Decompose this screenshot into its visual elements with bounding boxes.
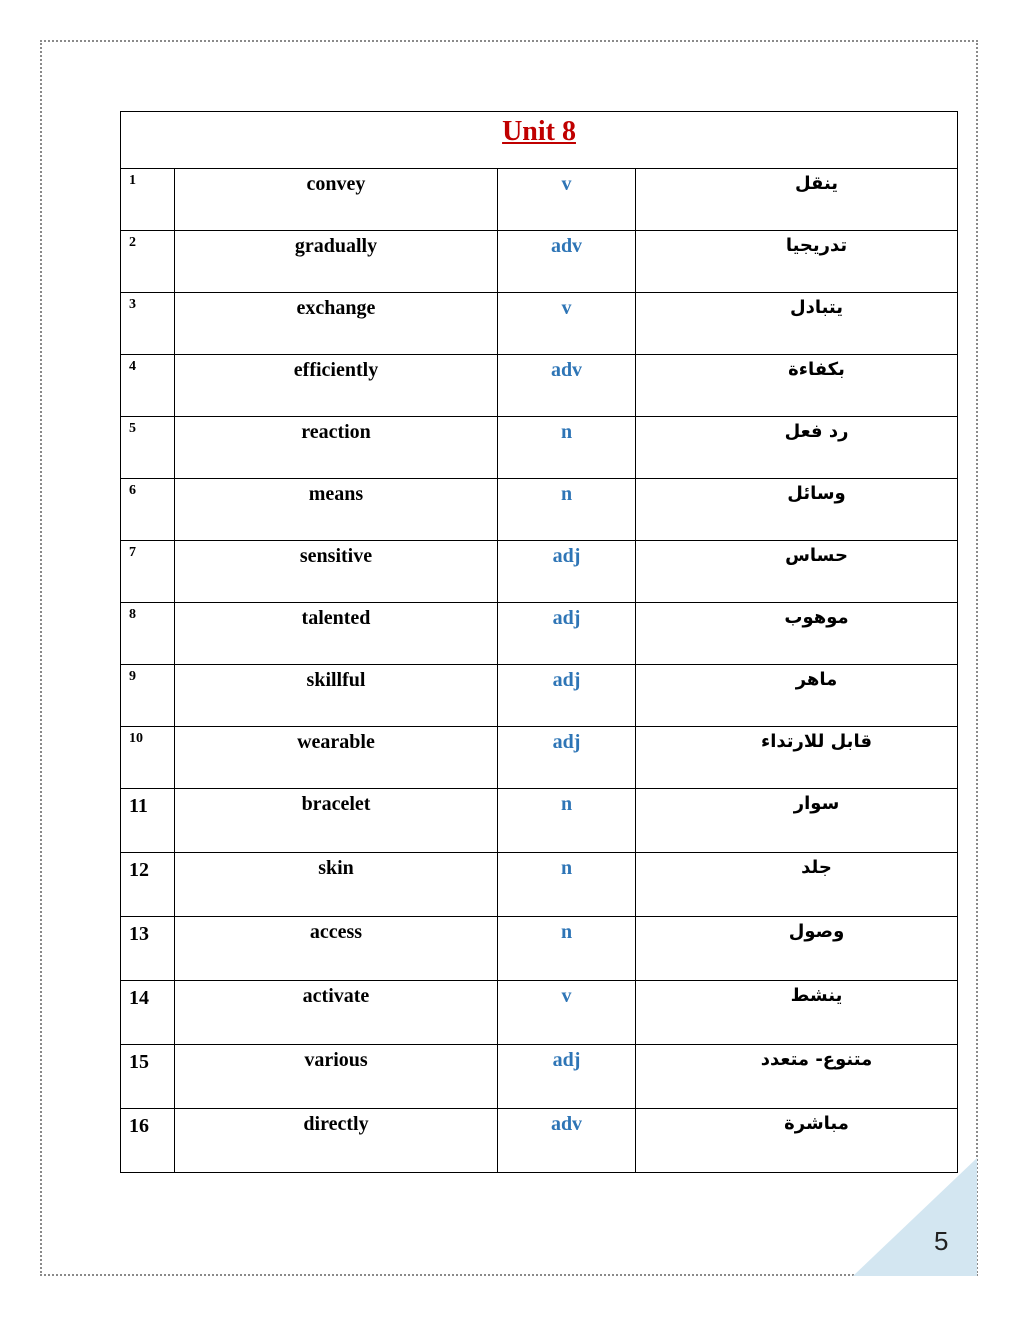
table-row [121,293,958,355]
part-of-speech: adj [552,731,581,753]
arabic-translation: جلد [801,857,832,878]
arabic-translation-cell [636,479,958,541]
english-word: exchange [296,297,376,319]
table-row [121,917,958,981]
english-word: gradually [294,235,378,257]
arabic-translation: وصول [788,921,845,942]
part-of-speech: v [561,173,572,195]
arabic-translation-cell [636,789,958,853]
row-number-cell [121,853,175,917]
arabic-translation: ماهر [795,669,838,690]
part-of-speech: adv [550,1113,583,1135]
part-of-speech-cell [498,1045,636,1109]
part-of-speech-cell [498,727,636,789]
row-number-cell [121,1045,175,1109]
english-word: directly [303,1113,369,1135]
english-word-cell [175,231,498,293]
part-of-speech-cell [498,231,636,293]
row-number-cell [121,169,175,231]
arabic-translation: يتبادل [789,297,844,318]
title-cell [121,112,958,169]
arabic-translation-cell [636,293,958,355]
row-number-cell [121,541,175,603]
row-number-cell [121,293,175,355]
english-word-cell [175,853,498,917]
english-word-cell [175,665,498,727]
arabic-translation: ينشط [790,985,843,1006]
part-of-speech-cell [498,603,636,665]
part-of-speech: adj [552,545,581,567]
arabic-translation: ينقل [794,173,839,194]
english-word: talented [301,607,371,629]
row-number-cell [121,1109,175,1173]
arabic-translation: سوار [793,793,840,814]
part-of-speech: n [560,421,573,443]
arabic-translation: تدريجيا [785,235,848,256]
part-of-speech-cell [498,665,636,727]
part-of-speech-cell [498,355,636,417]
english-word: wearable [297,731,375,753]
row-number: 16 [129,1115,149,1137]
table-row [121,479,958,541]
arabic-translation-cell [636,169,958,231]
arabic-translation-cell [636,603,958,665]
english-word-cell [175,917,498,981]
row-number: 14 [129,987,149,1009]
row-number-cell [121,479,175,541]
arabic-translation-cell [636,917,958,981]
table-row [121,727,958,789]
arabic-translation-cell [636,1045,958,1109]
table-row [121,1109,958,1173]
unit-title: Unit 8 [502,116,576,147]
arabic-translation-cell [636,853,958,917]
row-number: 9 [129,669,136,684]
table-row [121,665,958,727]
arabic-translation: رد فعل [784,421,849,442]
table-row [121,169,958,231]
part-of-speech: n [560,857,573,879]
row-number: 7 [129,545,136,560]
table-row [121,853,958,917]
row-number-cell [121,727,175,789]
english-word: activate [302,985,370,1007]
english-word: means [308,483,364,505]
english-word-cell [175,293,498,355]
english-word: access [309,921,363,943]
arabic-translation-cell [636,665,958,727]
part-of-speech-cell [498,417,636,479]
part-of-speech-cell [498,981,636,1045]
part-of-speech: adj [552,669,581,691]
english-word: skin [318,857,354,879]
table-row [121,231,958,293]
row-number: 15 [129,1051,149,1073]
part-of-speech: n [560,921,573,943]
row-number-cell [121,665,175,727]
part-of-speech-cell [498,541,636,603]
row-number: 13 [129,923,149,945]
page-number: 5 [934,1226,949,1256]
english-word: skillful [306,669,366,691]
arabic-translation: بكفاءة [788,359,845,380]
arabic-translation-cell [636,981,958,1045]
english-word: sensitive [299,545,373,567]
english-word-cell [175,981,498,1045]
english-word-cell [175,1045,498,1109]
arabic-translation: متنوع- متعدد [760,1049,873,1070]
table-row [121,603,958,665]
part-of-speech: n [560,483,573,505]
english-word-cell [175,603,498,665]
row-number: 10 [129,731,143,746]
part-of-speech-cell [498,789,636,853]
row-number-cell [121,917,175,981]
row-number: 3 [129,297,136,312]
part-of-speech-cell [498,1109,636,1173]
english-word: various [304,1049,368,1071]
row-number: 2 [129,235,136,250]
english-word: reaction [301,421,371,443]
arabic-translation-cell [636,417,958,479]
english-word-cell [175,727,498,789]
row-number: 6 [129,483,136,498]
english-word-cell [175,169,498,231]
table-row [121,789,958,853]
page-corner-triangle [853,1158,977,1276]
table-row [121,417,958,479]
arabic-translation: حساس [785,545,848,566]
arabic-translation-cell [636,541,958,603]
row-number: 4 [129,359,136,374]
row-number: 5 [129,421,136,436]
part-of-speech-cell [498,479,636,541]
row-number-cell [121,355,175,417]
part-of-speech: adj [552,1049,581,1071]
row-number-cell [121,417,175,479]
arabic-translation-cell [636,355,958,417]
table-row [121,981,958,1045]
english-word-cell [175,1109,498,1173]
english-word: bracelet [301,793,371,815]
table-row [121,1045,958,1109]
row-number-cell [121,231,175,293]
english-word-cell [175,789,498,853]
row-number: 8 [129,607,136,622]
english-word-cell [175,479,498,541]
part-of-speech: v [561,985,572,1007]
table-row [121,355,958,417]
arabic-translation: وسائل [787,483,846,504]
english-word-cell [175,355,498,417]
row-number-cell [121,789,175,853]
arabic-translation: قابل للارتداء [761,731,872,752]
part-of-speech-cell [498,293,636,355]
arabic-translation-cell [636,727,958,789]
table-row [121,541,958,603]
arabic-translation-cell [636,231,958,293]
row-number-cell [121,981,175,1045]
part-of-speech-cell [498,917,636,981]
english-word-cell [175,541,498,603]
vocabulary-table [120,111,958,1173]
arabic-translation: مباشرة [784,1113,849,1134]
row-number: 1 [129,173,136,188]
part-of-speech: adv [550,235,583,257]
part-of-speech: n [560,793,573,815]
part-of-speech: adv [550,359,583,381]
part-of-speech-cell [498,169,636,231]
arabic-translation: موهوب [784,607,849,628]
english-word: efficiently [293,359,379,381]
part-of-speech: adj [552,607,581,629]
row-number: 12 [129,859,149,881]
english-word-cell [175,417,498,479]
english-word: convey [306,173,366,195]
row-number-cell [121,603,175,665]
row-number: 11 [129,795,148,817]
part-of-speech: v [561,297,572,319]
part-of-speech-cell [498,853,636,917]
title-row [121,112,958,169]
